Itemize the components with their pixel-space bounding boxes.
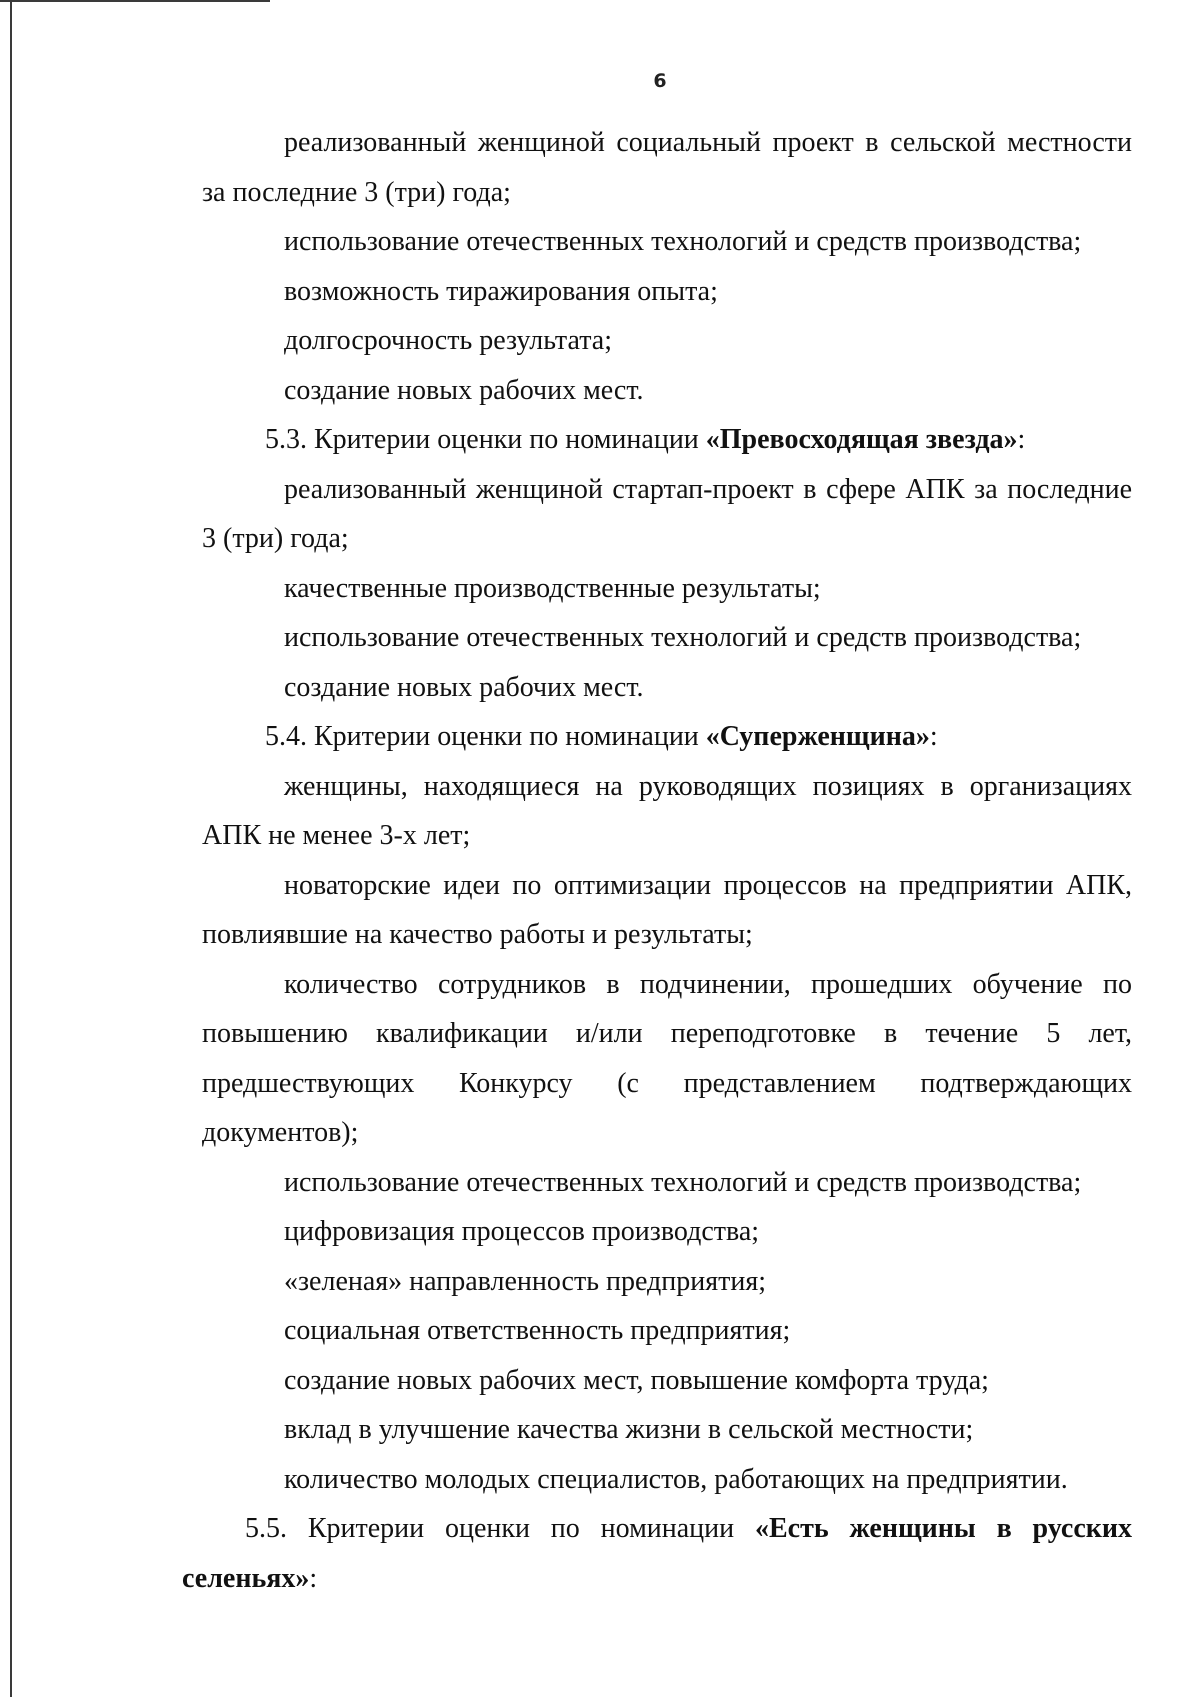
document-body [182, 118, 1133, 1603]
section-heading-5-3-suffix: : [1017, 424, 1026, 455]
paragraph-domestic-tech-3: использование отечественных технологий и средств производства; [284, 1166, 1082, 1198]
nomination-name-superwoman: «Суперженщина» [705, 721, 930, 752]
paragraph-new-jobs-2: создание новых рабочих мест. [284, 671, 644, 703]
paragraph-social-project: реализованный женщиной социальный проект в сельской местности за последние 3 (три) года; [202, 127, 1132, 208]
paragraph-startup-project: реализованный женщиной стартап-проект в сфере АПК за последние 3 (три) года; [202, 473, 1132, 554]
paragraph-quality-results: качественные производственные результаты; [284, 572, 821, 604]
nomination-name-russian-villages: «Есть женщины в русских селеньях» [182, 1513, 1133, 1594]
paragraph-new-jobs-1: создание новых рабочих мест. [284, 374, 644, 406]
scan-edge-left [10, 0, 12, 1697]
paragraph-replication: возможность тиражирования опыта; [284, 275, 718, 307]
section-heading-5-5-prefix: 5.5. Критерии оценки по номинации [245, 1513, 755, 1544]
paragraph-green: «зеленая» направленность предприятия; [284, 1265, 767, 1297]
paragraph-innovation: новаторские идеи по оптимизации процессов на предприятии АПК, повлиявшие на качество работы и результаты; [202, 869, 1132, 950]
paragraph-long-term: долгосрочность результата; [284, 325, 612, 356]
paragraph-young-specialists: количество молодых специалистов, работающих на предприятии. [284, 1463, 1068, 1495]
paragraph-new-jobs-3: создание новых рабочих мест, повышение комфорта труда; [284, 1364, 989, 1396]
section-heading-5-4-suffix: : [929, 721, 938, 752]
paragraph-leadership: женщины, находящиеся на руководящих позициях в организациях АПК не менее 3-х лет; [202, 770, 1132, 851]
paragraph-staff-training: количество сотрудников в подчинении, прошедших обучение по повышению квалификации и/или переподготовке в течение 5 лет, предшествующих Конкурсу (с представлением подтверждающих документов); [202, 968, 1132, 1148]
paragraph-social-responsibility: социальная ответственность предприятия; [284, 1315, 791, 1346]
paragraph-quality-of-life: вклад в улучшение качества жизни в сельской местности; [284, 1414, 974, 1445]
section-heading-5-3-prefix: 5.3. Критерии оценки по номинации [265, 424, 706, 455]
section-heading-5-4 [202, 712, 1132, 762]
section-heading-5-3 [202, 415, 1132, 465]
paragraph-digitalization: цифровизация процессов производства; [284, 1216, 760, 1247]
paragraph-domestic-tech-1: использование отечественных технологий и средств производства; [284, 226, 1082, 257]
scan-edge-top [0, 0, 270, 2]
section-heading-5-5 [182, 1504, 1132, 1603]
paragraph-domestic-tech-2: использование отечественных технологий и средств производства; [284, 622, 1082, 653]
section-heading-5-4-prefix: 5.4. Критерии оценки по номинации [265, 721, 706, 752]
nomination-name-superior-star: «Превосходящая звезда» [705, 424, 1018, 455]
page-number: 6 [653, 70, 667, 92]
section-heading-5-5-suffix: : [309, 1562, 318, 1594]
